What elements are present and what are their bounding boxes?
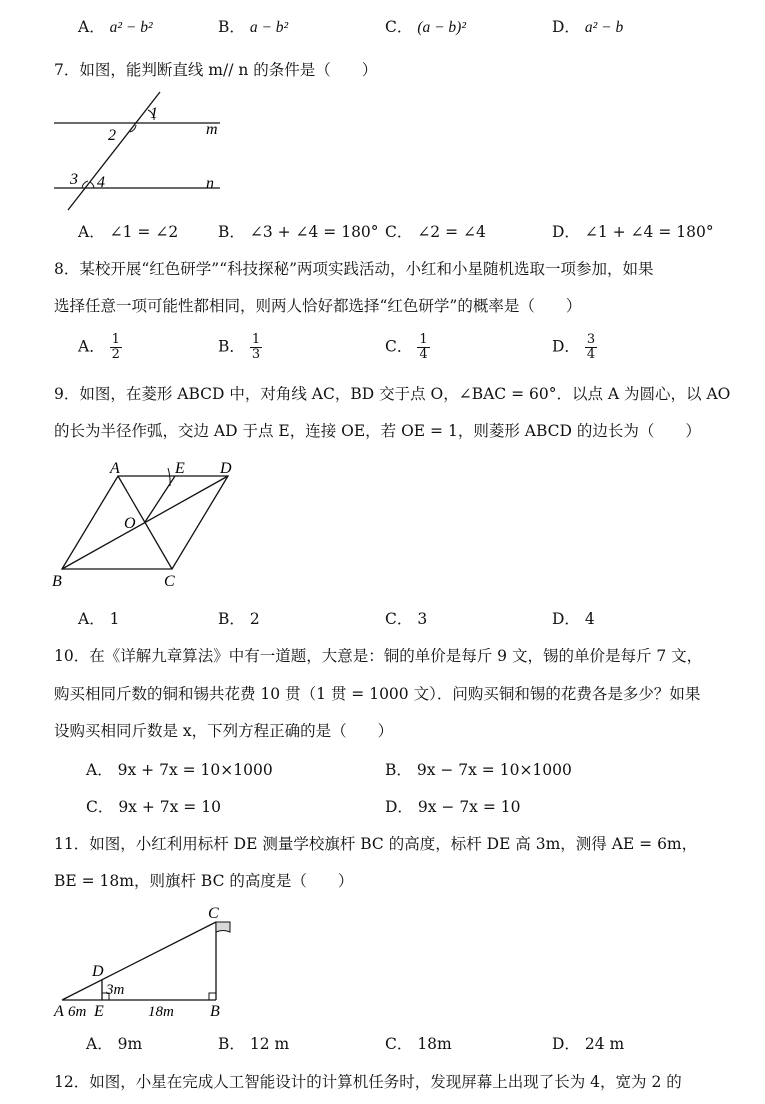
q10-option-b: B． 9x − 7x = 10×1000 <box>385 761 572 779</box>
q7-option-c: C． ∠2 = ∠4 <box>385 223 486 241</box>
q10-stem-line2: 购买相同斤数的铜和锡共花费 10 贯（1 贯 = 1000 文）．问购买铜和锡的花费各是多少？如果 <box>54 685 701 703</box>
q9-stem-line1: 9．如图，在菱形 ABCD 中，对角线 AC，BD 交于点 O，∠BAC = 60°．以点 A 为圆心，以 AO <box>54 385 731 403</box>
q9-label-a: A <box>110 460 120 477</box>
q11-label-18m: 18m <box>148 1004 174 1020</box>
q11-label-b: B <box>210 1003 220 1020</box>
q11-option-b: B． 12 m <box>218 1035 290 1053</box>
q10-stem-line3: 设购买相同斤数是 x，下列方程正确的是（ ） <box>54 722 394 740</box>
q7-label-n: n <box>206 175 214 192</box>
q7-option-d: D． ∠1 + ∠4 = 180° <box>552 223 714 241</box>
q11-label-e: E <box>94 1003 104 1020</box>
q11-label-3m: 3m <box>106 982 125 998</box>
q8-stem-line1: 8．某校开展“红色研学”“科技探秘”两项实践活动，小红和小星随机选取一项参加，如果 <box>54 260 654 278</box>
q8-option-b: B． $\frac{1}{3}$ <box>218 332 261 362</box>
q9-label-d: D <box>220 460 232 477</box>
q9-figure <box>50 456 250 592</box>
q8-option-d: D． $\frac{3}{4}$ <box>552 332 596 362</box>
q6-option-a: A． a² − b² <box>78 18 153 36</box>
q9-option-d: D． 4 <box>552 610 595 628</box>
q9-label-c: C <box>164 573 175 590</box>
q11-option-d: D． 24 m <box>552 1035 625 1053</box>
q6-option-d: D． a² − b <box>552 18 624 36</box>
q10-option-c: C． 9x + 7x = 10 <box>86 798 221 816</box>
q11-option-a: A． 9m <box>86 1035 143 1053</box>
q7-stem: 7．如图，能判断直线 m// n 的条件是（ ） <box>54 61 378 79</box>
q6-option-b: B． a − b² <box>218 18 289 36</box>
q8-stem-line2: 选择任意一项可能性都相同，则两人恰好都选择“红色研学”的概率是（ ） <box>54 297 582 315</box>
q6-option-c: C． (a − b)² <box>385 18 466 36</box>
q8-option-a: A． $\frac{1}{2}$ <box>78 332 120 362</box>
q11-figure <box>50 900 250 1024</box>
q12-stem-line1: 12．如图，小星在完成人工智能设计的计算机任务时，发现屏幕上出现了长为 4，宽为 2 的 <box>54 1073 682 1091</box>
q11-label-d: D <box>92 963 104 980</box>
q9-label-o: O <box>124 515 136 532</box>
q7-label-4: 4 <box>97 174 105 191</box>
q11-stem-line2: BE = 18m，则旗杆 BC 的高度是（ ） <box>54 872 354 890</box>
q7-label-m: m <box>206 121 218 138</box>
q7-option-a: A． ∠1 = ∠2 <box>78 223 179 241</box>
q7-label-3: 3 <box>70 171 78 188</box>
q11-label-6m: 6m <box>68 1004 87 1020</box>
q10-stem-line1: 10．在《详解九章算法》中有一道题，大意是：铜的单价是每斤 9 文，锡的单价是每斤 7 文， <box>54 647 703 665</box>
q9-option-c: C． 3 <box>385 610 428 628</box>
q10-option-d: D． 9x − 7x = 10 <box>385 798 521 816</box>
q8-option-c: C． $\frac{1}{4}$ <box>385 332 428 362</box>
q10-option-a: A． 9x + 7x = 10×1000 <box>86 761 273 779</box>
q7-figure <box>50 88 230 214</box>
q11-label-c: C <box>208 905 219 922</box>
q11-option-c: C． 18m <box>385 1035 452 1053</box>
q9-option-b: B． 2 <box>218 610 260 628</box>
q7-label-1: 1 <box>150 105 158 122</box>
q11-stem-line1: 11．如图，小红利用标杆 DE 测量学校旗杆 BC 的高度，标杆 DE 高 3m，测得 AE = 6m， <box>54 835 698 853</box>
q9-label-b: B <box>52 573 62 590</box>
q7-option-b: B． ∠3 + ∠4 = 180° <box>218 223 379 241</box>
q7-label-2: 2 <box>108 127 116 144</box>
q9-stem-line2: 的长为半径作弧，交边 AD 于点 E，连接 OE，若 OE = 1，则菱形 ABCD 的边长为（ ） <box>54 422 701 440</box>
q11-label-a: A <box>54 1003 64 1020</box>
q9-label-e: E <box>175 460 185 477</box>
q9-option-a: A． 1 <box>78 610 120 628</box>
